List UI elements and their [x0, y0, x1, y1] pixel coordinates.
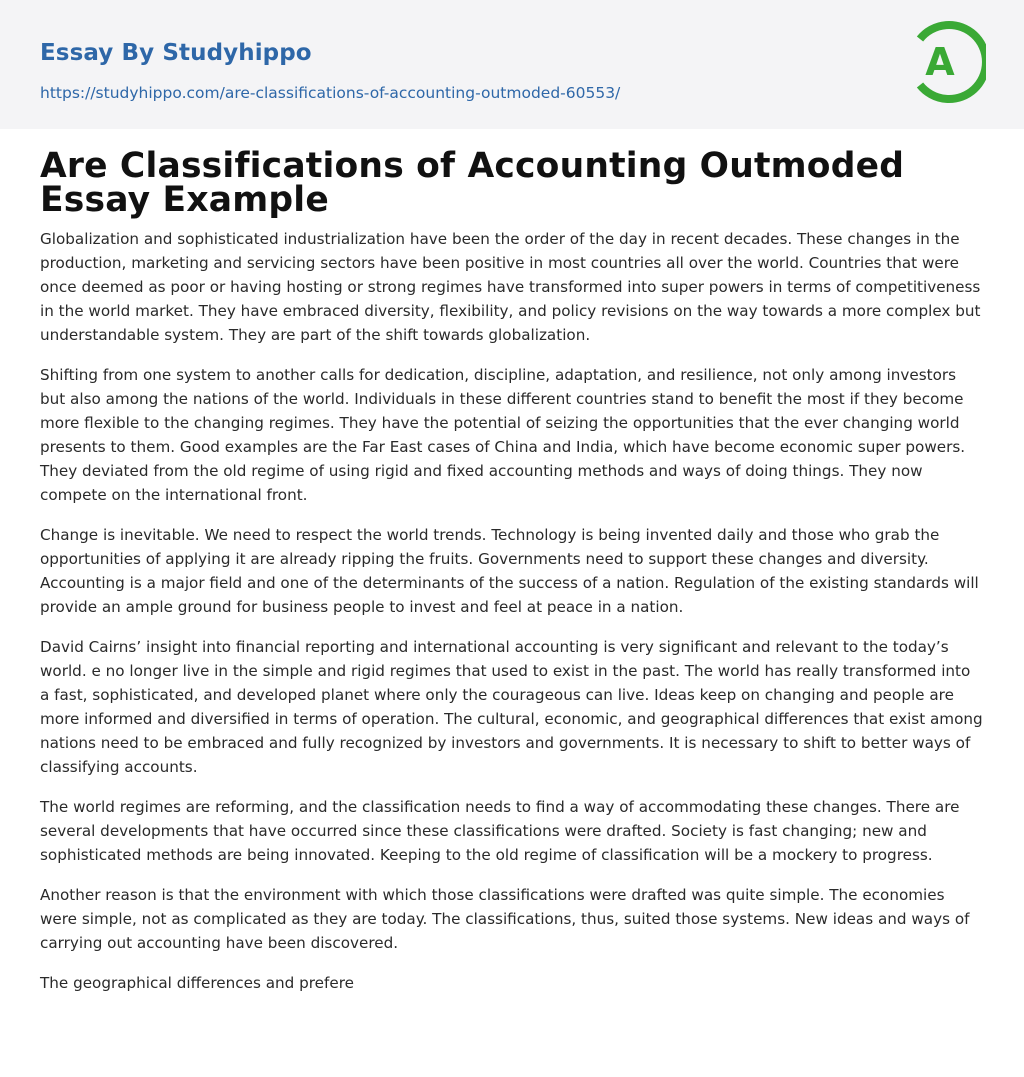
essay-title-line-1: Are Classifications of Accounting Outmoded — [40, 146, 905, 186]
essay-paragraph-4: David Cairns’ insight into financial reporting and international accounting is very significant and relevant to the today’s world. e no longer live in the simple and rigid regimes that used to exist in the past. The world has really transformed into a fast, sophisticated, and developed planet where only the courageous can live. Ideas keep on changing and people are more informed and diversified in terms of operation. The cultural, economic, and geographical differences that exist among nations need to be embraced and fully recognized by investors and governments. It is necessary to shift to better ways of classifying accounts. — [40, 638, 983, 776]
essay-paragraph-2: Shifting from one system to another calls for dedication, discipline, adaptation, and resilience, not only among investors but also among the nations of the world. Individuals in these different countries stand to benefit the most if they become more flexible to the changing regimes. They have the potential of seizing the opportunities that the ever changing world presents to them. Good examples are the Far East cases of China and India, which have become economic super powers. They deviated from the old regime of using rigid and fixed accounting methods and ways of doing things. They now compete on the international front. — [40, 366, 966, 504]
essay-paragraph-3: Change is inevitable. We need to respect the world trends. Technology is being invented daily and those who grab the opportunities of applying it are already ripping the fruits. Governments need to support these changes and diversity. Accounting is a major field and one of the determinants of the success of a nation. Regulation of the existing standards will provide an ample ground for business people to invest and feel at peace in a nation. — [40, 526, 979, 616]
essay-paragraph-7-truncated: The geographical differences and prefere — [40, 974, 354, 992]
essay-paragraph-5: The world regimes are reforming, and the classification needs to find a way of accommodating these changes. There are several developments that have occurred since these classifications were drafted. Society is fast changing; new and sophisticated methods are being innovated. Keeping to the old regime of classification will be a mockery to progress. — [40, 798, 960, 864]
essay-paragraph-6: Another reason is that the environment with which those classifications were drafted was quite simple. The economies were simple, not as complicated as they are today. The classifications, thus, suited those systems. New ideas and ways of carrying out accounting have been discovered. — [40, 886, 970, 952]
essay-paragraph-1: Globalization and sophisticated industrialization have been the order of the day in recent decades. These changes in the production, marketing and servicing sectors have been positive in most countries all over the world. Countries that were once deemed as poor or having hosting or strong regimes have transformed into super powers in terms of competitiveness in the world market. They have embraced diversity, flexibility, and policy revisions on the way towards a more complex but understandable system. They are part of the shift towards globalization. — [40, 230, 981, 344]
site-brand[interactable]: Essay By Studyhippo — [40, 40, 312, 66]
logo-letter: A — [925, 40, 955, 84]
studyhippo-logo-icon[interactable] — [912, 19, 986, 105]
essay-title-line-2: Essay Example — [40, 180, 329, 220]
essay-title — [40, 146, 984, 220]
essay-content — [0, 146, 1024, 995]
essay-url-link[interactable]: https://studyhippo.com/are-classifications-of-accounting-outmoded-60553/ — [40, 84, 621, 102]
site-header — [0, 0, 1024, 129]
